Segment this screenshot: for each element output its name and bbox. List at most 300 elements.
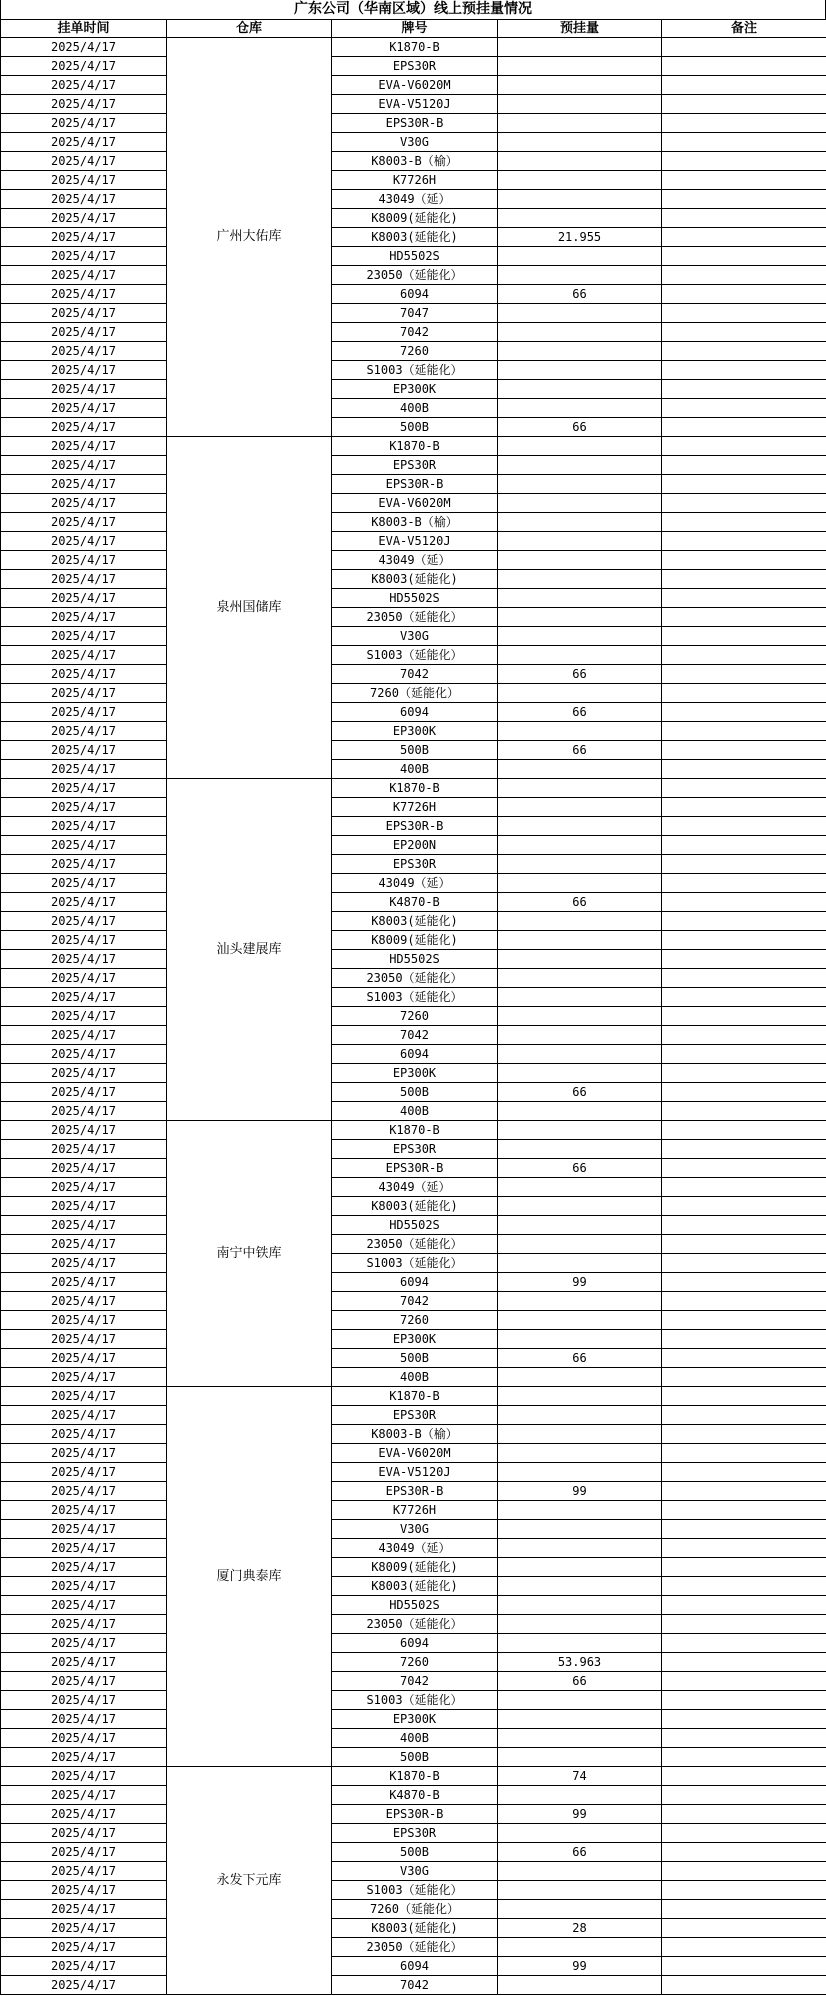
cell-date: 2025/4/17: [1, 1520, 167, 1539]
cell-date: 2025/4/17: [1, 1425, 167, 1444]
cell-grade: HD5502S: [332, 1596, 498, 1615]
cell-quantity: 21.955: [498, 228, 662, 247]
cell-warehouse: 厦门典泰库: [167, 1387, 332, 1767]
cell-grade: K8003-B（榆）: [332, 513, 498, 532]
cell-date: 2025/4/17: [1, 1102, 167, 1121]
table-row: [1, 1235, 826, 1254]
table-row: [1, 57, 826, 76]
cell-quantity: [498, 342, 662, 361]
cell-note: [662, 627, 826, 646]
cell-quantity: 99: [498, 1805, 662, 1824]
table-row: [1, 1539, 826, 1558]
cell-grade: 6094: [332, 1273, 498, 1292]
table-row: [1, 1102, 826, 1121]
table-row: [1, 114, 826, 133]
cell-note: [662, 1273, 826, 1292]
cell-quantity: [498, 152, 662, 171]
cell-grade: EPS30R-B: [332, 1159, 498, 1178]
cell-date: 2025/4/17: [1, 437, 167, 456]
cell-date: 2025/4/17: [1, 1349, 167, 1368]
cell-grade: HD5502S: [332, 247, 498, 266]
cell-grade: 7042: [332, 323, 498, 342]
table-row: [1, 342, 826, 361]
cell-date: 2025/4/17: [1, 1710, 167, 1729]
cell-note: [662, 133, 826, 152]
cell-date: 2025/4/17: [1, 266, 167, 285]
cell-grade: 7042: [332, 1976, 498, 1995]
cell-grade: 43049（延）: [332, 1539, 498, 1558]
cell-note: [662, 608, 826, 627]
cell-quantity: [498, 722, 662, 741]
cell-quantity: [498, 437, 662, 456]
cell-quantity: [498, 475, 662, 494]
cell-grade: 7042: [332, 1026, 498, 1045]
cell-grade: 7047: [332, 304, 498, 323]
table-row: [1, 1919, 826, 1938]
cell-quantity: 74: [498, 1767, 662, 1786]
cell-grade: 7260: [332, 342, 498, 361]
cell-date: 2025/4/17: [1, 114, 167, 133]
cell-quantity: [498, 684, 662, 703]
cell-quantity: [498, 1748, 662, 1767]
cell-quantity: [498, 38, 662, 57]
cell-note: [662, 665, 826, 684]
cell-note: [662, 1900, 826, 1919]
header-note: 备注: [662, 20, 826, 38]
cell-grade: K1870-B: [332, 779, 498, 798]
cell-grade: 500B: [332, 1748, 498, 1767]
cell-quantity: 66: [498, 741, 662, 760]
table-row: [1, 627, 826, 646]
cell-quantity: [498, 1691, 662, 1710]
cell-warehouse: 南宁中铁库: [167, 1121, 332, 1387]
cell-grade: S1003（延能化）: [332, 1691, 498, 1710]
cell-grade: 500B: [332, 1349, 498, 1368]
table-row: [1, 1311, 826, 1330]
cell-grade: 500B: [332, 1843, 498, 1862]
cell-quantity: [498, 304, 662, 323]
table-row: [1, 836, 826, 855]
cell-quantity: [498, 1406, 662, 1425]
cell-date: 2025/4/17: [1, 38, 167, 57]
cell-note: [662, 1140, 826, 1159]
cell-date: 2025/4/17: [1, 1767, 167, 1786]
cell-note: [662, 475, 826, 494]
cell-grade: K8003(延能化): [332, 1577, 498, 1596]
cell-grade: EVA-V5120J: [332, 1463, 498, 1482]
cell-date: 2025/4/17: [1, 1387, 167, 1406]
cell-note: [662, 1482, 826, 1501]
cell-grade: 400B: [332, 1368, 498, 1387]
cell-date: 2025/4/17: [1, 1444, 167, 1463]
cell-note: [662, 1102, 826, 1121]
cell-date: 2025/4/17: [1, 1235, 167, 1254]
cell-date: 2025/4/17: [1, 399, 167, 418]
cell-quantity: [498, 874, 662, 893]
table-row: [1, 741, 826, 760]
table-row: [1, 988, 826, 1007]
cell-note: [662, 323, 826, 342]
cell-note: [662, 1159, 826, 1178]
cell-quantity: [498, 1558, 662, 1577]
cell-grade: EVA-V5120J: [332, 95, 498, 114]
cell-note: [662, 969, 826, 988]
cell-quantity: [498, 1197, 662, 1216]
table-row: [1, 1254, 826, 1273]
cell-quantity: [498, 969, 662, 988]
cell-quantity: [498, 1824, 662, 1843]
cell-quantity: [498, 361, 662, 380]
cell-note: [662, 551, 826, 570]
header-grade: 牌号: [332, 20, 498, 38]
cell-date: 2025/4/17: [1, 1634, 167, 1653]
cell-grade: 400B: [332, 1102, 498, 1121]
cell-note: [662, 741, 826, 760]
table-row: [1, 1083, 826, 1102]
cell-quantity: 66: [498, 1843, 662, 1862]
cell-note: [662, 703, 826, 722]
cell-note: [662, 1843, 826, 1862]
cell-grade: 7042: [332, 665, 498, 684]
cell-date: 2025/4/17: [1, 1957, 167, 1976]
header-warehouse: 仓库: [167, 20, 332, 38]
cell-note: [662, 1729, 826, 1748]
cell-quantity: [498, 513, 662, 532]
cell-date: 2025/4/17: [1, 1596, 167, 1615]
cell-grade: HD5502S: [332, 589, 498, 608]
cell-date: 2025/4/17: [1, 1615, 167, 1634]
table-row: [1, 1615, 826, 1634]
table-row: [1, 570, 826, 589]
table-row: [1, 665, 826, 684]
cell-note: [662, 684, 826, 703]
table-row: [1, 475, 826, 494]
cell-date: 2025/4/17: [1, 1273, 167, 1292]
table-row: [1, 1330, 826, 1349]
cell-grade: EPS30R: [332, 57, 498, 76]
cell-date: 2025/4/17: [1, 665, 167, 684]
cell-grade: 43049（延）: [332, 190, 498, 209]
cell-date: 2025/4/17: [1, 1178, 167, 1197]
cell-note: [662, 722, 826, 741]
cell-grade: EP300K: [332, 1330, 498, 1349]
cell-note: [662, 1710, 826, 1729]
cell-grade: K8009(延能化): [332, 931, 498, 950]
cell-note: [662, 1691, 826, 1710]
cell-date: 2025/4/17: [1, 1938, 167, 1957]
cell-date: 2025/4/17: [1, 1007, 167, 1026]
cell-quantity: 66: [498, 665, 662, 684]
table-row: [1, 209, 826, 228]
cell-quantity: [498, 380, 662, 399]
cell-quantity: 66: [498, 285, 662, 304]
cell-date: 2025/4/17: [1, 1900, 167, 1919]
cell-grade: S1003（延能化）: [332, 1881, 498, 1900]
table-row: [1, 1273, 826, 1292]
cell-date: 2025/4/17: [1, 1577, 167, 1596]
table-row: [1, 1178, 826, 1197]
cell-quantity: [498, 589, 662, 608]
cell-note: [662, 836, 826, 855]
cell-date: 2025/4/17: [1, 741, 167, 760]
cell-note: [662, 1235, 826, 1254]
table-row: [1, 1064, 826, 1083]
table-row: [1, 1368, 826, 1387]
table-row: [1, 1938, 826, 1957]
table-row: [1, 1463, 826, 1482]
cell-date: 2025/4/17: [1, 988, 167, 1007]
cell-note: [662, 1292, 826, 1311]
table-row: [1, 589, 826, 608]
table-row: [1, 1976, 826, 1995]
cell-quantity: [498, 133, 662, 152]
table-row: [1, 1672, 826, 1691]
table-row: [1, 969, 826, 988]
cell-date: 2025/4/17: [1, 1786, 167, 1805]
cell-quantity: 53.963: [498, 1653, 662, 1672]
table-row: [1, 1292, 826, 1311]
cell-date: 2025/4/17: [1, 779, 167, 798]
cell-date: 2025/4/17: [1, 1919, 167, 1938]
table-row: [1, 228, 826, 247]
cell-date: 2025/4/17: [1, 646, 167, 665]
cell-quantity: [498, 1501, 662, 1520]
cell-note: [662, 1026, 826, 1045]
cell-date: 2025/4/17: [1, 1653, 167, 1672]
cell-date: 2025/4/17: [1, 1729, 167, 1748]
cell-note: [662, 209, 826, 228]
cell-grade: EPS30R: [332, 456, 498, 475]
table-row: [1, 285, 826, 304]
cell-quantity: [498, 950, 662, 969]
table-row: [1, 1862, 826, 1881]
cell-grade: K1870-B: [332, 437, 498, 456]
cell-note: [662, 1121, 826, 1140]
cell-grade: K1870-B: [332, 1121, 498, 1140]
cell-quantity: [498, 855, 662, 874]
cell-note: [662, 380, 826, 399]
cell-date: 2025/4/17: [1, 361, 167, 380]
cell-note: [662, 190, 826, 209]
cell-date: 2025/4/17: [1, 1558, 167, 1577]
cell-note: [662, 513, 826, 532]
cell-note: [662, 1862, 826, 1881]
cell-grade: 400B: [332, 760, 498, 779]
cell-note: [662, 285, 826, 304]
cell-note: [662, 570, 826, 589]
table-row: [1, 931, 826, 950]
cell-quantity: [498, 931, 662, 950]
cell-date: 2025/4/17: [1, 76, 167, 95]
cell-grade: EP300K: [332, 1710, 498, 1729]
cell-quantity: [498, 1938, 662, 1957]
table-row: [1, 551, 826, 570]
cell-grade: K1870-B: [332, 1767, 498, 1786]
cell-date: 2025/4/17: [1, 1368, 167, 1387]
cell-note: [662, 266, 826, 285]
cell-note: [662, 532, 826, 551]
cell-date: 2025/4/17: [1, 1216, 167, 1235]
cell-note: [662, 1976, 826, 1995]
cell-note: [662, 779, 826, 798]
table-row: [1, 817, 826, 836]
cell-grade: K1870-B: [332, 1387, 498, 1406]
cell-quantity: [498, 627, 662, 646]
cell-grade: 43049（延）: [332, 874, 498, 893]
table-row: [1, 1653, 826, 1672]
table-row: [1, 1634, 826, 1653]
cell-date: 2025/4/17: [1, 1748, 167, 1767]
cell-grade: 23050（延能化）: [332, 969, 498, 988]
cell-note: [662, 228, 826, 247]
cell-grade: EPS30R-B: [332, 114, 498, 133]
cell-quantity: [498, 494, 662, 513]
cell-date: 2025/4/17: [1, 589, 167, 608]
table-row: [1, 1406, 826, 1425]
cell-grade: S1003（延能化）: [332, 1254, 498, 1273]
table-row: [1, 494, 826, 513]
cell-date: 2025/4/17: [1, 1482, 167, 1501]
cell-grade: 7260: [332, 1311, 498, 1330]
cell-grade: K8003(延能化): [332, 228, 498, 247]
cell-date: 2025/4/17: [1, 570, 167, 589]
cell-grade: EPS30R-B: [332, 475, 498, 494]
cell-quantity: [498, 1045, 662, 1064]
cell-quantity: [498, 1577, 662, 1596]
cell-note: [662, 1368, 826, 1387]
cell-quantity: [498, 114, 662, 133]
cell-date: 2025/4/17: [1, 760, 167, 779]
table-row: [1, 779, 826, 798]
cell-date: 2025/4/17: [1, 190, 167, 209]
cell-grade: V30G: [332, 133, 498, 152]
cell-date: 2025/4/17: [1, 1406, 167, 1425]
cell-grade: K1870-B: [332, 38, 498, 57]
cell-grade: V30G: [332, 627, 498, 646]
cell-grade: HD5502S: [332, 950, 498, 969]
cell-grade: 23050（延能化）: [332, 1235, 498, 1254]
cell-grade: EP200N: [332, 836, 498, 855]
cell-note: [662, 760, 826, 779]
table-row: [1, 247, 826, 266]
table-row: [1, 380, 826, 399]
cell-note: [662, 589, 826, 608]
table-row: [1, 323, 826, 342]
cell-quantity: [498, 1368, 662, 1387]
cell-grade: K8003(延能化): [332, 570, 498, 589]
cell-note: [662, 247, 826, 266]
table-row: [1, 912, 826, 931]
cell-note: [662, 1748, 826, 1767]
cell-date: 2025/4/17: [1, 1539, 167, 1558]
cell-grade: HD5502S: [332, 1216, 498, 1235]
cell-date: 2025/4/17: [1, 418, 167, 437]
cell-note: [662, 1444, 826, 1463]
table-row: [1, 1444, 826, 1463]
cell-grade: K4870-B: [332, 893, 498, 912]
cell-quantity: 66: [498, 893, 662, 912]
cell-quantity: [498, 988, 662, 1007]
cell-date: 2025/4/17: [1, 1292, 167, 1311]
cell-quantity: [498, 1596, 662, 1615]
cell-note: [662, 361, 826, 380]
cell-warehouse: 泉州国储库: [167, 437, 332, 779]
cell-grade: 500B: [332, 741, 498, 760]
cell-date: 2025/4/17: [1, 1805, 167, 1824]
table-row: [1, 1121, 826, 1140]
cell-note: [662, 1463, 826, 1482]
table-row: [1, 1197, 826, 1216]
cell-grade: EVA-V6020M: [332, 494, 498, 513]
table-row: [1, 646, 826, 665]
cell-note: [662, 1767, 826, 1786]
cell-grade: EPS30R: [332, 1824, 498, 1843]
cell-grade: 23050（延能化）: [332, 1938, 498, 1957]
cell-quantity: [498, 570, 662, 589]
cell-date: 2025/4/17: [1, 703, 167, 722]
cell-note: [662, 1539, 826, 1558]
table-row: [1, 1767, 826, 1786]
cell-note: [662, 1311, 826, 1330]
cell-quantity: [498, 1178, 662, 1197]
cell-note: [662, 1824, 826, 1843]
cell-quantity: [498, 76, 662, 95]
cell-grade: V30G: [332, 1520, 498, 1539]
cell-quantity: 66: [498, 418, 662, 437]
cell-date: 2025/4/17: [1, 1254, 167, 1273]
cell-grade: K8003(延能化): [332, 1197, 498, 1216]
cell-note: [662, 1672, 826, 1691]
cell-note: [662, 950, 826, 969]
cell-date: 2025/4/17: [1, 1501, 167, 1520]
cell-grade: 43049（延）: [332, 551, 498, 570]
cell-grade: EVA-V5120J: [332, 532, 498, 551]
table-row: [1, 893, 826, 912]
cell-note: [662, 1007, 826, 1026]
cell-grade: 43049（延）: [332, 1178, 498, 1197]
cell-date: 2025/4/17: [1, 475, 167, 494]
cell-date: 2025/4/17: [1, 380, 167, 399]
cell-date: 2025/4/17: [1, 513, 167, 532]
cell-grade: EP300K: [332, 380, 498, 399]
cell-date: 2025/4/17: [1, 95, 167, 114]
cell-grade: 6094: [332, 1634, 498, 1653]
table-row: [1, 76, 826, 95]
cell-date: 2025/4/17: [1, 1672, 167, 1691]
table-row: [1, 703, 826, 722]
cell-quantity: [498, 266, 662, 285]
cell-note: [662, 1406, 826, 1425]
cell-quantity: [498, 1026, 662, 1045]
cell-date: 2025/4/17: [1, 532, 167, 551]
table-row: [1, 1748, 826, 1767]
cell-quantity: 99: [498, 1273, 662, 1292]
cell-quantity: [498, 190, 662, 209]
cell-quantity: [498, 456, 662, 475]
cell-note: [662, 1919, 826, 1938]
cell-grade: EPS30R: [332, 1140, 498, 1159]
table-row: [1, 1577, 826, 1596]
cell-quantity: [498, 247, 662, 266]
table-row: [1, 266, 826, 285]
sheet-title: 广东公司（华南区域）线上预挂量情况: [0, 0, 826, 19]
table-row: [1, 437, 826, 456]
cell-quantity: [498, 1292, 662, 1311]
cell-quantity: [498, 1786, 662, 1805]
cell-note: [662, 456, 826, 475]
cell-date: 2025/4/17: [1, 969, 167, 988]
table-row: [1, 1881, 826, 1900]
